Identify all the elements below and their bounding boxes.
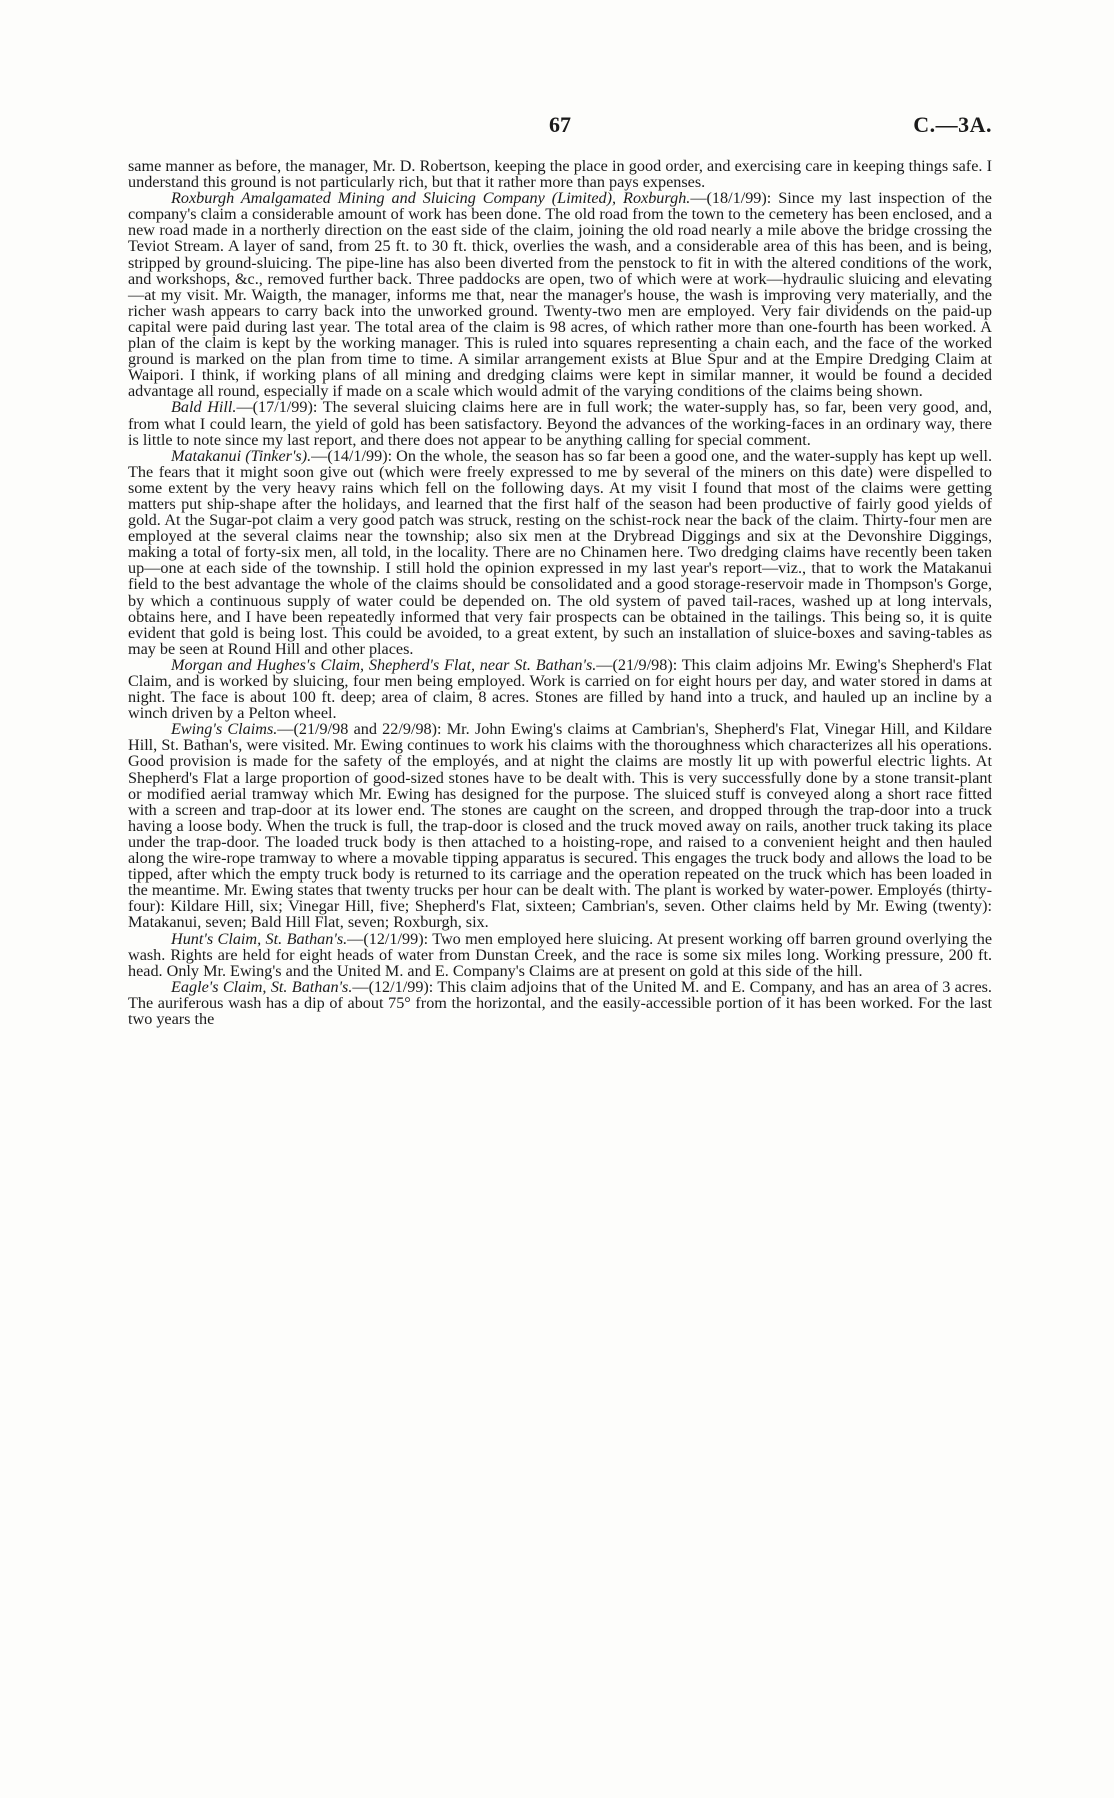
page-number: 67 — [549, 112, 571, 137]
paragraph-text: —(12/1/99): Two men employed here sluicing. At present working off barren ground overlying the wash. Rights are held for eight heads of water from Dunstan Creek, and the race is some six miles long. Working pressure, 200 ft. head. Only Mr. Ewing's and the United M. and E. Company's Claims are at present on gold at this side of the hill. — [128, 929, 993, 980]
paragraph — [128, 721, 992, 930]
paragraph-text: —(18/1/99): Since my last inspection of the company's claim a considerable amount of work has been done. The old road from the town to the cemetery has been enclosed, and a new road made in a northerly direction on the east side of the claim, joining the old road nearly a mile above the bridge crossing the Teviot Stream. A layer of sand, from 25 ft. to 30 ft. thick, overlies the wash, and a considerable area of this has been, and is being, stripped by ground-sluicing. The pipe-line has also been diverted from the penstock to fit in with the altered conditions of the work, and workshops, &c., removed further back. Three paddocks are open, two of which were at work—hydraulic sluicing and elevating—at my visit. Mr. Waigth, the manager, informs me that, near the manager's house, the wash is improving very materially, and the richer wash appears to carry back into the unworked ground. Twenty-two men are employed. Very fair dividends on the paid-up capital were paid during last year. The total area of the claim is 98 acres, of which rather more than one-fourth has been worked. A plan of the claim is kept by the working manager. This is ruled into squares representing a chain each, and the face of the worked ground is marked on the plan from time to time. A similar arrangement exists at Blue Spur and at the Empire Dredging Claim at Waipori. I think, if working plans of all mining and dredging claims were kept in similar manner, it would be found a decided advantage all round, especially if made on a scale which would admit of the varying conditions of the claims being shown. — [128, 189, 992, 401]
paragraph-text: —(21/9/98): This claim adjoins Mr. Ewing's Shepherd's Flat Claim, and is worked by sluicing, four men being employed. Work is carried on for eight hours per day, and water stored in dams at night. The face is about 100 ft. deep; area of claim, 8 acres. Stones are filled by hand into a truck, and hauled up an incline by a winch driven by a Pelton wheel. — [128, 655, 992, 723]
paragraph — [128, 190, 992, 399]
paragraph — [128, 657, 992, 721]
paragraph-text: —(17/1/99): The several sluicing claims here are in full work; the water-supply has, so far, been very good, and, from what I could learn, the yield of gold has been satisfactory. Beyond the advances of the working-faces in an ordinary way, there is little to note since my last report, and there does not appear to be anything calling for special comment. — [128, 398, 993, 449]
paragraph-text: —(12/1/99): This claim adjoins that of the United M. and E. Company, and has an area of 3 acres. The auriferous wash has a dip of about 75° from the horizontal, and the easily-accessible portion of it has been worked. For the last two years the — [128, 977, 992, 1028]
page-header — [128, 112, 992, 142]
paragraph-heading: Roxburgh Amalgamated Mining and Sluicing Company (Limited), Roxburgh. — [171, 189, 691, 208]
paragraph — [128, 931, 992, 979]
paragraph — [128, 979, 992, 1027]
paragraph-text: same manner as before, the manager, Mr. D. Robertson, keeping the place in good order, and exercising care in keeping things safe. I understand this ground is not particularly rich, but that it rather more than pays expenses. — [128, 157, 992, 192]
paragraph-heading: Matakanui (Tinker's). — [171, 446, 312, 465]
paragraph-text: —(21/9/98 and 22/9/98): Mr. John Ewing's claims at Cambrian's, Shepherd's Flat, Vinegar Hill, and Kildare Hill, St. Bathan's, were visited. Mr. Ewing continues to work his claims with the thoroughness which characterizes all his operations. Good provision is made for the safety of the employés, and at night the claims are mostly lit up with powerful electric lights. At Shepherd's Flat a large proportion of good-sized stones have to be dealt with. This is very successfully done by a stone transit-plant or modified aerial tramway which Mr. Ewing has designed for the purpose. The sluiced stuff is conveyed along a short race fitted with a screen and trap-door at its lower end. The stones are caught on the screen, and dropped through the trap-door into a truck having a loose body. When the truck is full, the trap-door is closed and the truck moved away on rails, another truck taking its place under the trap-door. The loaded truck body is then attached to a hoisting-rope, and raised to a convenient height and then hauled along the wire-rope tramway to where a movable tipping apparatus is secured. This engages the truck body and allows the load to be tipped, after which the empty truck body is returned to its carriage and the operation repeated on the truck which has been loaded in the meantime. Mr. Ewing states that twenty trucks per hour can be dealt with. The plant is worked by water-power. Employés (thirty-four): Kildare Hill, six; Vinegar Hill, five; Shepherd's Flat, sixteen; Cambrian's, seven. Other claims held by Mr. Ewing (twenty): Matakanui, seven; Bald Hill Flat, seven; Roxburgh, six. — [128, 720, 992, 932]
paragraph-text: —(14/1/99): On the whole, the season has so far been a good one, and the water-supply has kept up well. The fears that it might soon give out (which were freely expressed to me by several of the miners on this date) were dispelled to some extent by the very heavy rains which fell on the following days. At my visit I found that most of the claims were getting matters put ship-shape after the holidays, and learned that the first half of the season had been productive of fairly good yields of gold. At the Sugar-pot claim a very good patch was struck, resting on the schist-rock near the back of the claim. Thirty-four men are employed at the several claims near the township; also six men at the Drybread Diggings and six at the Devonshire Diggings, making a total of forty-six men, all told, in the locality. There are no Chinamen here. Two dredging claims have recently been taken up—one at each side of the township. I still hold the opinion expressed in my last year's report—viz., that to work the Matakanui field to the best advantage the whole of the claims should be consolidated and a good storage-reservoir made in Thompson's Gorge, by which a continuous supply of water could be depended on. The old system of paved tail-races, washed up at long intervals, obtains here, and I have been repeatedly informed that very fair prospects can be obtained in the tailings. This being so, it is quite evident that gold is being lost. This could be avoided, to a great extent, by such an installation of sluice-boxes and saving-tables as may be seen at Round Hill and other places. — [128, 446, 992, 658]
body-text — [128, 158, 992, 1027]
paragraph-heading: Hunt's Claim, St. Bathan's. — [171, 929, 348, 948]
paragraph — [128, 399, 992, 447]
paragraph — [128, 448, 992, 657]
document-reference: C.—3A. — [913, 112, 992, 137]
paragraph — [128, 158, 992, 190]
paragraph-heading: Eagle's Claim, St. Bathan's. — [171, 977, 353, 996]
paragraph-heading: Bald Hill. — [171, 398, 237, 417]
paragraph-heading: Morgan and Hughes's Claim, Shepherd's Flat, near St. Bathan's. — [171, 655, 597, 674]
paragraph-heading: Ewing's Claims. — [171, 720, 278, 739]
